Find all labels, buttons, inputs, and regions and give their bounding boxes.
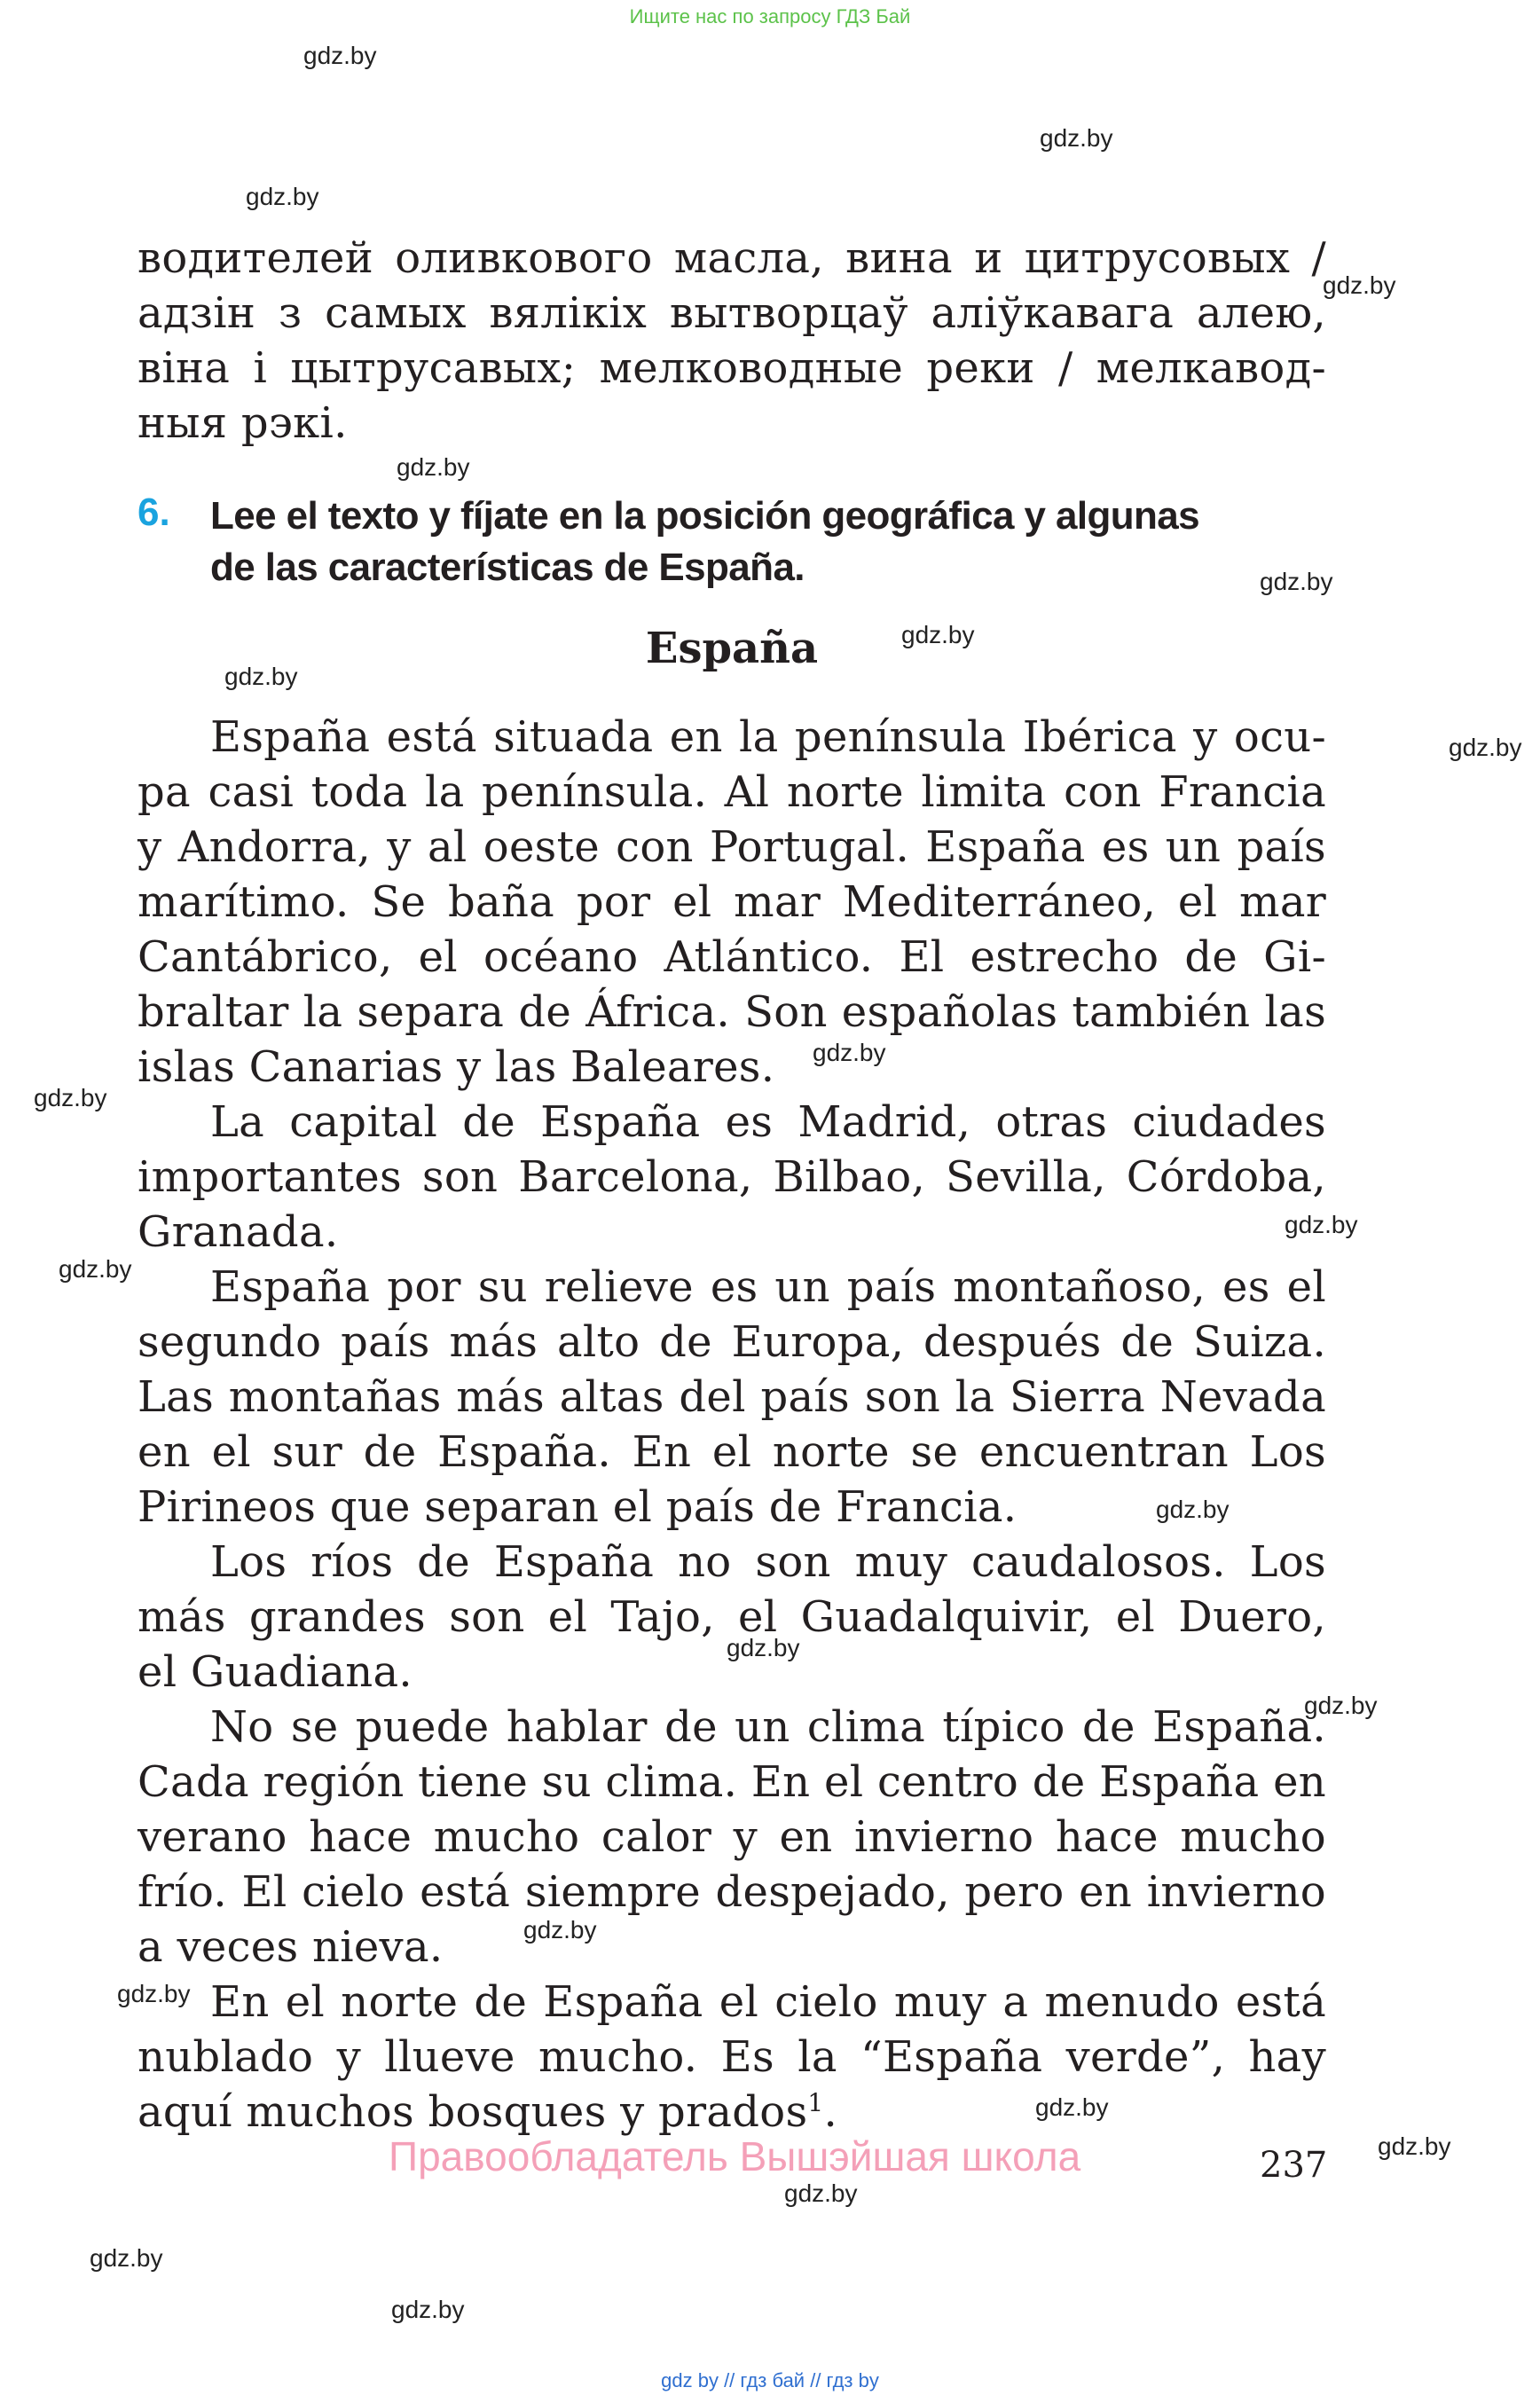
task-instruction-line: de las características de España. — [210, 546, 805, 589]
watermark: gdz.by — [1378, 2132, 1451, 2160]
body-line: Pirineos que separan el país de Francia. — [138, 1482, 1018, 1532]
watermark: gdz.by — [1040, 124, 1113, 152]
watermark: gdz.by — [813, 1039, 886, 1066]
body-line: marítimo. Se baña por el mar Mediterráneo, el mar — [138, 877, 1326, 927]
body-line: frío. El cielo está siempre despejado, pero en invierno — [138, 1867, 1326, 1917]
intro-line: віна і цытрусавых; мелководные реки / мелкавод- — [138, 343, 1326, 393]
body-line-text: aquí muchos bosques y prados — [138, 2087, 808, 2137]
intro-line: ныя рэкі. — [138, 398, 348, 448]
body-line: Los ríos de España no son muy caudalosos. Los — [210, 1537, 1326, 1587]
watermark: gdz.by — [1449, 734, 1522, 761]
top-banner: Ищите нас по запросу ГДЗ Бай — [629, 5, 911, 27]
watermark: gdz.by — [784, 2179, 858, 2207]
watermark: gdz.by — [727, 1634, 800, 1661]
task-number: 6. — [138, 491, 170, 534]
watermark: gdz.by — [59, 1255, 132, 1283]
footnote-mark: 1 — [807, 2088, 824, 2117]
watermark: gdz.by — [90, 2244, 163, 2272]
text-title: España — [645, 624, 819, 673]
watermark: gdz.by — [391, 2296, 465, 2323]
watermark: gdz.by — [1285, 1211, 1358, 1238]
watermark: gdz.by — [397, 453, 470, 481]
intro-line: адзін з самых вялікіх вытворцаў аліўкавага алею, — [138, 288, 1326, 338]
body-line: islas Canarias y las Baleares. — [138, 1042, 775, 1092]
body-line: pa casi toda la península. Al norte limita con Francia — [138, 767, 1326, 817]
body-line: más grandes son el Tajo, el Guadalquivir, el Duero, — [138, 1592, 1326, 1642]
body-line: Cantábrico, el océano Atlántico. El estrecho de Gi- — [138, 932, 1326, 982]
line-end-period: . — [823, 2087, 838, 2137]
page-number: 237 — [1260, 2145, 1328, 2186]
body-line: braltar la separa de África. Son españolas también las — [138, 987, 1326, 1037]
body-line: importantes son Barcelona, Bilbao, Sevilla, Córdoba, — [138, 1152, 1326, 1202]
body-line: España está situada en la península Ibérica y ocu- — [210, 712, 1326, 762]
watermark: gdz.by — [34, 1084, 107, 1111]
copyright-notice: Правообладатель Вышэйшая школа — [389, 2133, 1081, 2179]
watermark: gdz.by — [117, 1980, 191, 2007]
body-line: Cada región tiene su clima. En el centro de España en — [138, 1757, 1326, 1807]
body-line: La capital de España es Madrid, otras ciudades — [210, 1097, 1326, 1147]
body-line: Las montañas más altas del país son la Sierra Nevada — [138, 1372, 1326, 1422]
body-line: segundo país más alto de Europa, después de Suiza. — [138, 1317, 1326, 1367]
body-line: Granada. — [138, 1207, 339, 1257]
watermark: gdz.by — [1323, 271, 1396, 299]
body-line-with-footnote — [138, 2085, 1326, 2140]
body-line: No se puede hablar de un clima típico de España. — [210, 1702, 1326, 1752]
body-line: verano hace mucho calor y en invierno hace mucho — [138, 1812, 1326, 1862]
body-line: y Andorra, y al oeste con Portugal. España es un país — [138, 822, 1326, 872]
task-instruction-line: Lee el texto y fíjate en la posición geográfica y algunas — [210, 494, 1200, 538]
body-line: en el sur de España. En el norte se encuentran Los — [138, 1427, 1326, 1477]
watermark: gdz.by — [1260, 568, 1333, 595]
watermark: gdz.by — [1304, 1692, 1378, 1719]
bottom-banner: gdz by // гдз бай // гдз by — [661, 2369, 879, 2391]
body-line: a veces nieva. — [138, 1922, 444, 1972]
watermark: gdz.by — [1156, 1496, 1230, 1523]
watermark: gdz.by — [1035, 2093, 1109, 2121]
body-line: En el norte de España el cielo muy a menudo está — [210, 1977, 1326, 2027]
watermark: gdz.by — [303, 42, 377, 69]
body-line: España por su relieve es un país montañoso, es el — [210, 1262, 1326, 1312]
intro-line: водителей оливкового масла, вина и цитрусовых / — [138, 233, 1326, 283]
watermark: gdz.by — [523, 1916, 597, 1944]
watermark: gdz.by — [246, 183, 319, 210]
body-line: el Guadiana. — [138, 1647, 412, 1697]
body-line: nublado y llueve mucho. Es la “España verde”, hay — [138, 2032, 1326, 2082]
watermark: gdz.by — [901, 621, 975, 648]
watermark: gdz.by — [224, 663, 298, 690]
